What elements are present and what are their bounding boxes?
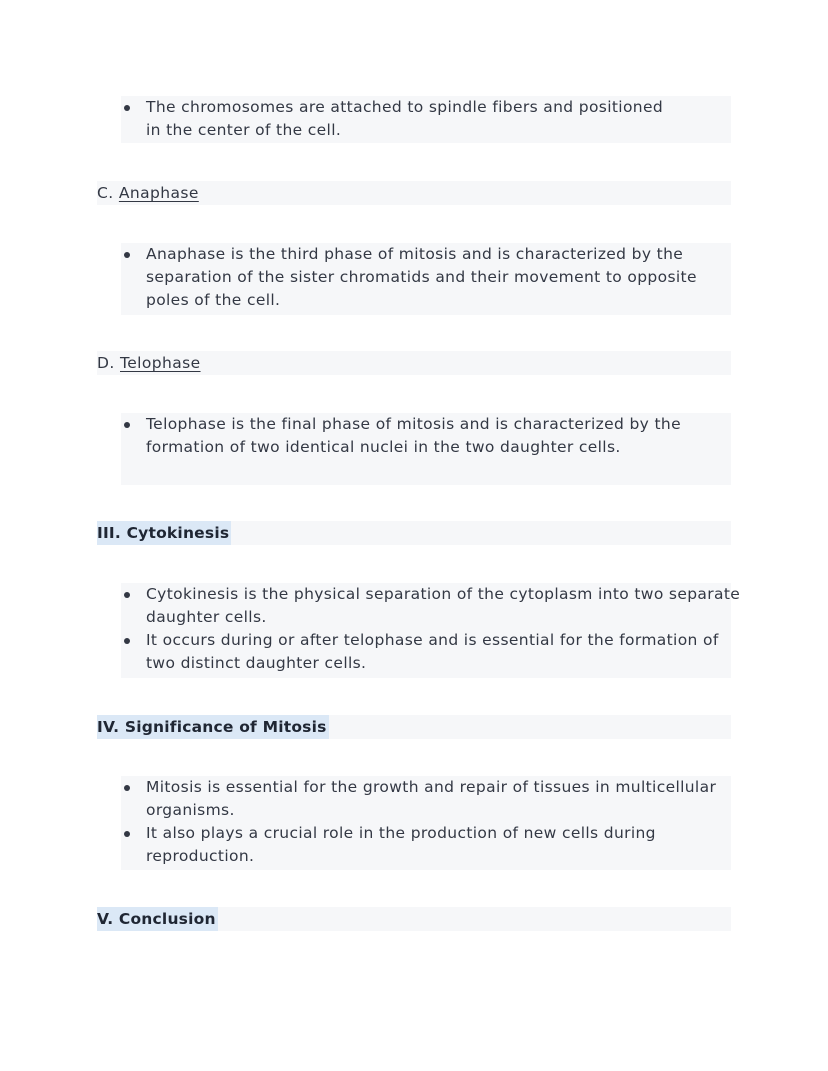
anaphase-title: Anaphase [118, 184, 199, 202]
conclusion-heading: V. Conclusion [97, 907, 218, 931]
significance-heading: IV. Significance of Mitosis [97, 715, 329, 739]
anaphase-heading-row [97, 181, 731, 205]
significance-bullet-list [121, 776, 731, 870]
list-item: It also plays a crucial role in the production of new cells during reproduction. [121, 822, 741, 868]
list-item: Anaphase is the third phase of mitosis and is characterized by the separation of the sister chromatids and their movement to opposite poles of the cell. [121, 243, 741, 312]
cytokinesis-heading-row [97, 521, 731, 545]
list-item: The chromosomes are attached to spindle fibers and positioned in the center of the cell. [121, 96, 666, 142]
cytokinesis-bullet-list [121, 583, 741, 678]
telophase-prefix: D. [97, 354, 120, 372]
list-item: Mitosis is essential for the growth and repair of tissues in multicellular organisms. [121, 776, 741, 822]
significance-heading-row [97, 715, 731, 739]
list-item: Telophase is the final phase of mitosis and is characterized by the formation of two identical nuclei in the two daughter cells. [121, 413, 741, 459]
metaphase-bullet-list [121, 96, 731, 143]
list-item: Cytokinesis is the physical separation of the cytoplasm into two separate daughter cells. [121, 583, 741, 629]
telophase-heading [97, 351, 731, 375]
list-item: It occurs during or after telophase and is essential for the formation of two distinct daughter cells. [121, 629, 741, 675]
cytokinesis-heading: III. Cytokinesis [97, 521, 231, 545]
anaphase-bullet-list [121, 243, 731, 315]
telophase-bullet-list [121, 413, 731, 485]
anaphase-prefix: C. [97, 184, 119, 202]
conclusion-heading-row [97, 907, 731, 931]
telophase-heading-row [97, 351, 731, 375]
anaphase-heading [97, 181, 731, 205]
telophase-title: Telophase [120, 354, 201, 372]
